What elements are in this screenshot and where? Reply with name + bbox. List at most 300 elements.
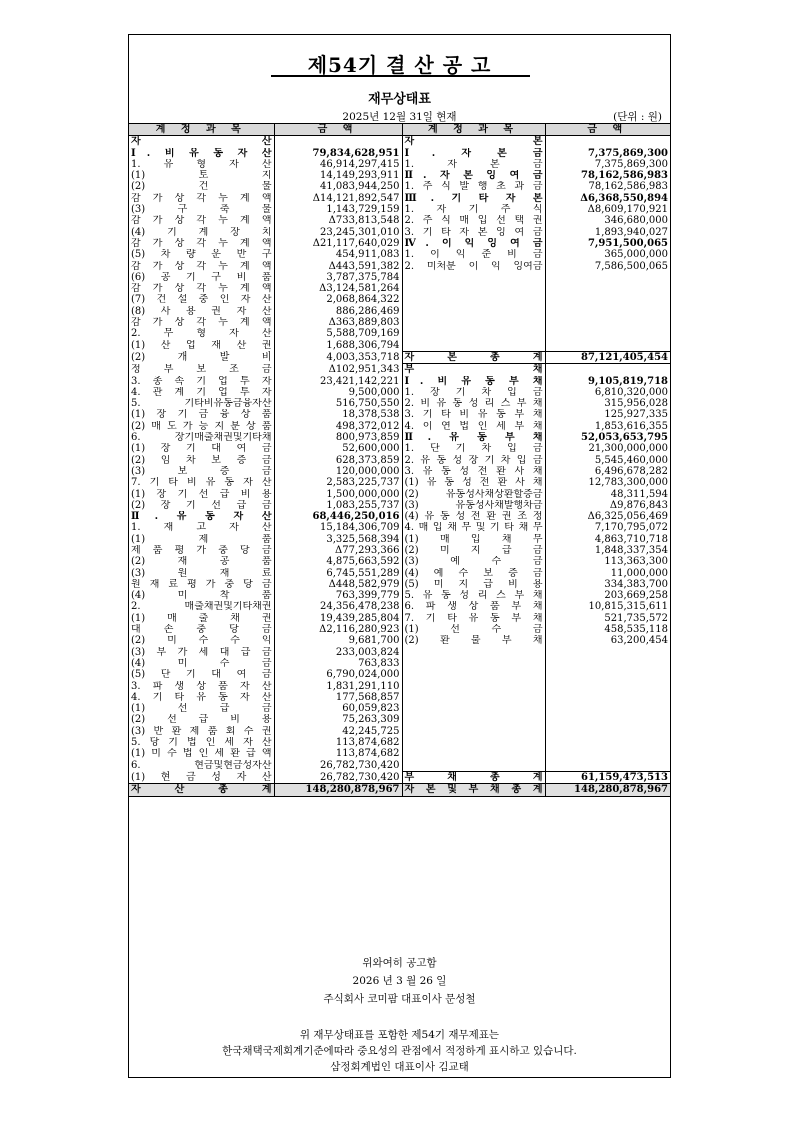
table-row (129, 466, 670, 477)
right-account: (1) 매 입 채 무 (402, 534, 545, 545)
table-row (129, 714, 670, 725)
right-account: (2) 미 지 급 금 (402, 545, 545, 556)
right-amount: 87,121,405,454 (545, 351, 670, 363)
left-amount: 120,000,000 (274, 466, 402, 477)
right-account: 3. 유 동 성 전 환 사 채 (402, 466, 545, 477)
right-account: 3. 기 타 자 본 잉 여 금 (402, 227, 545, 238)
left-account: 1. 유 형 자 산 (129, 159, 274, 170)
right-account (402, 658, 545, 669)
left-amount: Δ3,124,581,264 (274, 283, 402, 294)
table-row (129, 613, 670, 624)
left-account: (1) 산 업 재 산 권 (129, 340, 274, 352)
right-account: 1. 장 기 차 입 금 (402, 387, 545, 398)
left-account: 2. 무 형 자 산 (129, 328, 274, 339)
left-account: (3) 부 가 세 대 급 금 (129, 647, 274, 658)
left-amount: 3,787,375,784 (274, 272, 402, 283)
footer-company: 주식회사 코미팜 대표이사 문성철 (323, 993, 476, 1005)
right-account (402, 294, 545, 305)
left-amount: 24,356,478,238 (274, 601, 402, 612)
left-amount: Δ77,293,366 (274, 545, 402, 556)
right-account (402, 669, 545, 680)
right-account: 자 본 총 계 (402, 351, 545, 363)
left-amount: 52,600,000 (274, 443, 402, 454)
right-amount: Δ9,876,843 (609, 499, 668, 511)
statement-date: 2025년 12월 31일 현재 (342, 111, 457, 123)
footer-date: 2026 년 3 월 26 일 (352, 975, 447, 987)
left-amount: 6,745,551,289 (274, 568, 402, 579)
left-amount: 75,263,309 (274, 714, 402, 725)
table-row (129, 432, 670, 443)
left-account: (3) 원 재 료 (129, 568, 274, 579)
table-row (129, 647, 670, 658)
left-amount: 4,003,353,718 (274, 351, 402, 363)
right-amount (545, 294, 670, 305)
right-account: (2) 환 불 부 채 (402, 635, 545, 646)
table-row (129, 511, 670, 522)
left-amount: 113,874,682 (274, 737, 402, 748)
left-amount: Δ448,582,979 (274, 579, 402, 590)
left-account: (3) 반 환 제 품 회 수 권 (129, 726, 274, 737)
left-account: 3. 종 속 기 업 투 자 (129, 376, 274, 387)
table-row (129, 193, 670, 204)
table-row (129, 238, 670, 249)
table-row (129, 340, 670, 352)
right-account: Ⅱ. 자 본 잉 여 금 (402, 170, 545, 181)
right-account: (4) 유 동 성 전 환 권 조 정 (402, 511, 545, 522)
left-amount: 233,003,824 (274, 647, 402, 658)
right-account (402, 692, 545, 703)
right-amount: 7,170,795,072 (594, 522, 668, 534)
left-amount: 68,446,250,016 (274, 511, 402, 522)
table-row (129, 681, 670, 692)
left-account: (1) 장 기 선 급 비 용 (129, 489, 274, 500)
right-amount (545, 328, 670, 339)
left-amount: 886,286,469 (274, 306, 402, 317)
left-amount: 3,325,568,394 (274, 534, 402, 545)
statement-title: 재무상태표 (368, 92, 431, 107)
left-amount (274, 136, 402, 148)
table-row (129, 703, 670, 714)
right-account: 6. 파 생 상 품 부 채 (402, 601, 545, 612)
left-amount: 763,833 (274, 658, 402, 669)
table-row (129, 148, 670, 159)
table-row (129, 692, 670, 703)
left-account: 4. 관 계 기 업 투 자 (129, 387, 274, 398)
right-amount: 7,375,869,300 (587, 147, 668, 159)
left-account: (5) 차 량 운 반 구 (129, 249, 274, 260)
total-equity-liabilities-amount: 148,280,878,967 (545, 784, 670, 796)
left-amount: 5,588,709,169 (274, 328, 402, 339)
table-row (129, 249, 670, 260)
right-amount: 21,300,000,000 (588, 443, 668, 455)
left-account: (3) 보 증 금 (129, 466, 274, 477)
left-amount: 46,914,297,415 (274, 159, 402, 170)
left-amount: 18,378,538 (274, 409, 402, 420)
right-amount (545, 726, 670, 737)
table-row (129, 726, 670, 737)
right-account (402, 647, 545, 658)
right-amount: 1,893,940,027 (594, 226, 668, 238)
left-amount: 19,439,285,804 (274, 613, 402, 624)
right-account (402, 726, 545, 737)
left-account: (4) 기 계 장 치 (129, 227, 274, 238)
left-account: (2) 매 도 가 능 지 분 상 품 (129, 421, 274, 432)
table-row (129, 398, 670, 409)
right-amount (545, 714, 670, 725)
left-account: (2) 미 수 수 익 (129, 635, 274, 646)
left-account: (7) 건 설 중 인 자 산 (129, 294, 274, 305)
right-account: 2. 유 동 성 장 기 차 입 금 (402, 455, 545, 466)
left-account: 감 가 상 각 누 계 액 (129, 193, 274, 204)
right-account: 2. 미처분 이 익 잉여금 (402, 261, 545, 272)
table-row (129, 477, 670, 488)
right-amount: 9,105,819,718 (587, 375, 668, 387)
right-amount: 346,680,000 (604, 215, 668, 227)
table-row (129, 409, 670, 420)
right-amount: Δ6,368,550,894 (580, 192, 668, 204)
left-account: 6. 장기매출채권및기타채 (129, 432, 274, 443)
right-account (402, 703, 545, 714)
table-row (129, 376, 670, 387)
right-account (402, 681, 545, 692)
left-account: 자 산 (129, 136, 274, 148)
right-amount (545, 647, 670, 658)
header-left-amount: 금 액 (274, 124, 402, 136)
right-account: 자 본 (402, 136, 545, 148)
right-amount: 11,000,000 (610, 567, 668, 579)
left-amount: 177,568,857 (274, 692, 402, 703)
grand-total-row (129, 784, 670, 796)
right-amount (545, 272, 670, 283)
table-row (129, 283, 670, 294)
table-row (129, 545, 670, 556)
left-amount: Δ443,591,382 (274, 261, 402, 272)
left-account: (4) 미 수 금 (129, 658, 274, 669)
left-amount: 454,911,083 (274, 249, 402, 260)
right-amount (545, 136, 670, 148)
right-amount: Δ6,325,056,469 (587, 511, 668, 523)
right-account (402, 283, 545, 294)
header-left-account: 계 정 과 목 (129, 124, 274, 136)
table-row (129, 760, 670, 772)
right-account (402, 714, 545, 725)
table-row (129, 748, 670, 759)
right-account: 1. 자 본 금 (402, 159, 545, 170)
right-account: 4. 이 연 법 인 세 부 채 (402, 421, 545, 432)
table-header (129, 124, 670, 136)
right-account: 4. 매 입 채 무 및 기 타 채 무 (402, 522, 545, 533)
right-account: 2. 주 식 매 입 선 택 권 (402, 215, 545, 226)
left-account: (1) 장 기 금 융 상 품 (129, 409, 274, 420)
right-account: 부 채 (402, 364, 545, 376)
right-account (402, 340, 545, 352)
left-account: (2) 건 물 (129, 181, 274, 192)
left-amount: 1,831,291,110 (274, 681, 402, 692)
right-account (402, 760, 545, 772)
left-account: 4. 기 타 유 동 자 산 (129, 692, 274, 703)
right-account (402, 306, 545, 317)
header-right-account: 계 정 과 목 (402, 124, 545, 136)
left-account: (2) 장 기 선 급 금 (129, 500, 274, 511)
right-account: (2) 유동성사채상환할증금 (402, 489, 545, 500)
left-account: 감 가 상 각 누 계 액 (129, 261, 274, 272)
left-account: 감 가 상 각 누 계 액 (129, 215, 274, 226)
table-row (129, 443, 670, 454)
right-amount: 521,735,572 (604, 612, 668, 624)
left-amount: 1,083,255,737 (274, 500, 402, 511)
left-account: 5. 기타비유동금융자산 (129, 398, 274, 409)
right-amount (545, 364, 670, 376)
table-row (129, 590, 670, 601)
right-amount: 78,162,586,983 (588, 181, 668, 193)
right-amount (545, 681, 670, 692)
right-amount: 365,000,000 (604, 249, 668, 261)
right-amount: 113,363,300 (604, 556, 668, 568)
table-row (129, 181, 670, 192)
balance-sheet-table (129, 123, 670, 797)
table-row (129, 568, 670, 579)
right-account: 2. 비 유 동 성 리 스 부 채 (402, 398, 545, 409)
notice-title: 제54기 결 산 공 고 (307, 53, 492, 77)
left-account: 원 재 료 평 가 충 당 금 (129, 579, 274, 590)
left-amount: 763,399,779 (274, 590, 402, 601)
table-row (129, 737, 670, 748)
right-amount: 6,810,320,000 (594, 386, 668, 398)
left-account: 2. 매출채권및기타채권 (129, 601, 274, 612)
right-account: 1. 이 익 준 비 금 (402, 249, 545, 260)
left-amount: 498,372,012 (274, 421, 402, 432)
left-amount: Δ2,116,280,923 (274, 624, 402, 635)
left-account: (1) 제 품 (129, 534, 274, 545)
total-equity-liabilities-label: 자 본 및 부 채 총 계 (402, 784, 545, 796)
total-assets-amount: 148,280,878,967 (274, 784, 402, 796)
right-amount: 458,535,118 (604, 624, 668, 636)
right-account (402, 328, 545, 339)
right-account: 부 채 총 계 (402, 771, 545, 783)
right-account: (3) 예 수 금 (402, 556, 545, 567)
left-amount: 9,681,700 (274, 635, 402, 646)
left-account: 감 가 상 각 누 계 액 (129, 283, 274, 294)
right-amount: 203,669,258 (604, 590, 668, 602)
left-amount: 15,184,306,709 (274, 522, 402, 533)
right-account (402, 748, 545, 759)
left-account: 3. 파 생 상 품 자 산 (129, 681, 274, 692)
left-account: 7. 기 타 비 유 동 자 산 (129, 477, 274, 488)
left-account: (2) 개 발 비 (129, 351, 274, 363)
footer-audit-2: 한국채택국제회계기준에따라 중요성의 관점에서 적정하게 표시하고 있습니다. (222, 1045, 577, 1057)
left-account: 감 가 상 각 누 계 액 (129, 238, 274, 249)
left-amount: Δ14,121,892,547 (274, 193, 402, 204)
table-row (129, 351, 670, 363)
right-account: (1) 유 동 성 전 환 사 채 (402, 477, 545, 488)
table-row (129, 601, 670, 612)
right-account: Ⅰ. 자 본 금 (402, 148, 545, 159)
left-amount: 2,583,225,737 (274, 477, 402, 488)
footer-audit-1: 위 재무상태표를 포함한 제54기 재무제표는 (299, 1029, 500, 1041)
right-amount (545, 317, 670, 328)
right-amount: 7,951,500,065 (587, 237, 668, 249)
table-row (129, 328, 670, 339)
right-amount: 315,956,028 (604, 398, 668, 410)
right-amount: 125,927,335 (604, 409, 668, 421)
table-row (129, 624, 670, 635)
table-row (129, 635, 670, 646)
right-account: 7. 기 타 유 동 부 채 (402, 613, 545, 624)
left-account: (4) 미 착 품 (129, 590, 274, 601)
right-account: 1. 주 식 발 행 초 과 금 (402, 181, 545, 192)
total-assets-label: 자 산 총 계 (129, 784, 274, 796)
left-amount: 628,373,859 (274, 455, 402, 466)
left-account: 1. 재 고 자 산 (129, 522, 274, 533)
table-row (129, 170, 670, 181)
left-account: (6) 공 기 구 비 품 (129, 272, 274, 283)
left-amount: 23,421,142,221 (274, 376, 402, 387)
table-row (129, 204, 670, 215)
right-account (402, 272, 545, 283)
right-account: Ⅱ. 유 동 부 채 (402, 432, 545, 443)
left-amount: 1,500,000,000 (274, 489, 402, 500)
left-amount: Δ733,813,548 (274, 215, 402, 226)
left-amount: 23,245,301,010 (274, 227, 402, 238)
right-amount: 78,162,586,983 (581, 170, 668, 182)
table-row (129, 159, 670, 170)
table-row (129, 455, 670, 466)
left-account: (1) 장 기 대 여 금 (129, 443, 274, 454)
left-account: (1) 토 지 (129, 170, 274, 181)
left-amount: 14,149,293,911 (274, 170, 402, 181)
table-row (129, 215, 670, 226)
right-amount: 334,383,700 (604, 578, 668, 590)
right-account: 3. 기 타 비 유 동 부 채 (402, 409, 545, 420)
left-account: 5. 당 기 법 인 세 자 산 (129, 737, 274, 748)
table-row (129, 294, 670, 305)
left-amount: 4,875,663,592 (274, 556, 402, 567)
left-account: (5) 단 기 대 여 금 (129, 669, 274, 680)
right-account: 1. 단 기 차 입 금 (402, 443, 545, 454)
table-row (129, 489, 670, 500)
left-amount: 42,245,725 (274, 726, 402, 737)
right-amount: 10,815,315,611 (588, 601, 668, 613)
table-row (129, 317, 670, 328)
table-row (129, 534, 670, 545)
left-account: (3) 구 축 물 (129, 204, 274, 215)
right-amount (545, 669, 670, 680)
right-amount: 7,375,869,300 (594, 158, 668, 170)
left-amount: 113,874,682 (274, 748, 402, 759)
left-amount: 800,973,859 (274, 432, 402, 443)
left-account: Ⅰ. 비 유 동 자 산 (129, 148, 274, 159)
left-amount: 516,750,550 (274, 398, 402, 409)
table-row (129, 669, 670, 680)
left-account: 제 품 평 가 충 당 금 (129, 545, 274, 556)
left-amount: 60,059,823 (274, 703, 402, 714)
table-row (129, 579, 670, 590)
right-amount (545, 306, 670, 317)
left-amount: 6,790,024,000 (274, 669, 402, 680)
right-amount (545, 658, 670, 669)
table-row (129, 421, 670, 432)
right-amount: 1,848,337,354 (594, 544, 668, 556)
right-amount: 7,586,500,065 (594, 260, 668, 272)
table-row (129, 556, 670, 567)
table-row (129, 387, 670, 398)
left-account: Ⅱ. 유 동 자 산 (129, 511, 274, 522)
left-account: (1) 현 금 성 자 산 (129, 771, 274, 783)
right-amount: 63,200,454 (610, 635, 668, 647)
left-account: (1) 선 급 금 (129, 703, 274, 714)
right-amount: 1,853,616,355 (594, 420, 668, 432)
right-amount: 5,545,460,000 (594, 454, 668, 466)
right-amount (545, 760, 670, 772)
right-account (402, 317, 545, 328)
left-amount: Δ363,889,803 (274, 317, 402, 328)
right-amount (545, 340, 670, 352)
table-row (129, 364, 670, 376)
header-right-amount: 금 액 (545, 124, 670, 136)
table-row (129, 227, 670, 238)
notice-frame (128, 34, 671, 1078)
left-account: (2) 선 급 비 용 (129, 714, 274, 725)
right-amount (545, 283, 670, 294)
left-amount: Δ21,117,640,029 (274, 238, 402, 249)
table-row (129, 771, 670, 783)
left-amount: Δ102,951,343 (274, 364, 402, 376)
table-row (129, 272, 670, 283)
right-account: 5. 유 동 성 리 스 부 채 (402, 590, 545, 601)
table-row (129, 500, 670, 511)
right-amount (545, 737, 670, 748)
left-account: (2) 재 공 품 (129, 556, 274, 567)
left-amount: 41,083,944,250 (274, 181, 402, 192)
table-row (129, 658, 670, 669)
right-amount: 6,496,678,282 (594, 465, 668, 477)
right-amount: Δ8,609,170,921 (587, 204, 668, 216)
right-amount: 61,159,473,513 (545, 771, 670, 783)
right-account: (1) 선 수 금 (402, 624, 545, 635)
right-account: (3) 유동성사채발행차금 (402, 500, 545, 511)
right-account: (4) 예 수 보 증 금 (402, 568, 545, 579)
left-account: 6. 현금및현금성자산 (129, 760, 274, 772)
left-amount: 26,782,730,420 (274, 771, 402, 783)
right-account: (5) 미 지 급 비 용 (402, 579, 545, 590)
right-amount (545, 703, 670, 714)
right-amount: 4,863,710,718 (594, 533, 668, 545)
table-row (129, 522, 670, 533)
right-account: Ⅲ. 기 타 자 본 (402, 193, 545, 204)
right-account (402, 737, 545, 748)
left-amount: 26,782,730,420 (274, 760, 402, 772)
left-account: 정 부 보 조 금 (129, 364, 274, 376)
right-amount (545, 692, 670, 703)
left-account: (1) 미 수 법 인 세 환 급 액 (129, 748, 274, 759)
title-underline (271, 75, 530, 77)
table-row (129, 306, 670, 317)
left-amount: 1,688,306,794 (274, 340, 402, 352)
right-account: Ⅰ. 비 유 동 부 채 (402, 376, 545, 387)
right-amount: 12,783,300,000 (588, 477, 668, 489)
right-account: Ⅳ. 이 익 잉 여 금 (402, 238, 545, 249)
right-amount: 52,053,653,795 (581, 432, 668, 444)
left-amount: 79,834,628,951 (274, 148, 402, 159)
footer-auditor: 삼정회계법인 대표이사 김교태 (330, 1061, 469, 1073)
left-amount: 9,500,000 (274, 387, 402, 398)
left-account: (8) 사 용 권 자 산 (129, 306, 274, 317)
left-account: 감 가 상 각 누 계 액 (129, 317, 274, 328)
right-account: 1. 자 기 주 식 (402, 204, 545, 215)
left-account: 대 손 충 당 금 (129, 624, 274, 635)
left-amount: 2,068,864,322 (274, 294, 402, 305)
right-amount (545, 748, 670, 759)
